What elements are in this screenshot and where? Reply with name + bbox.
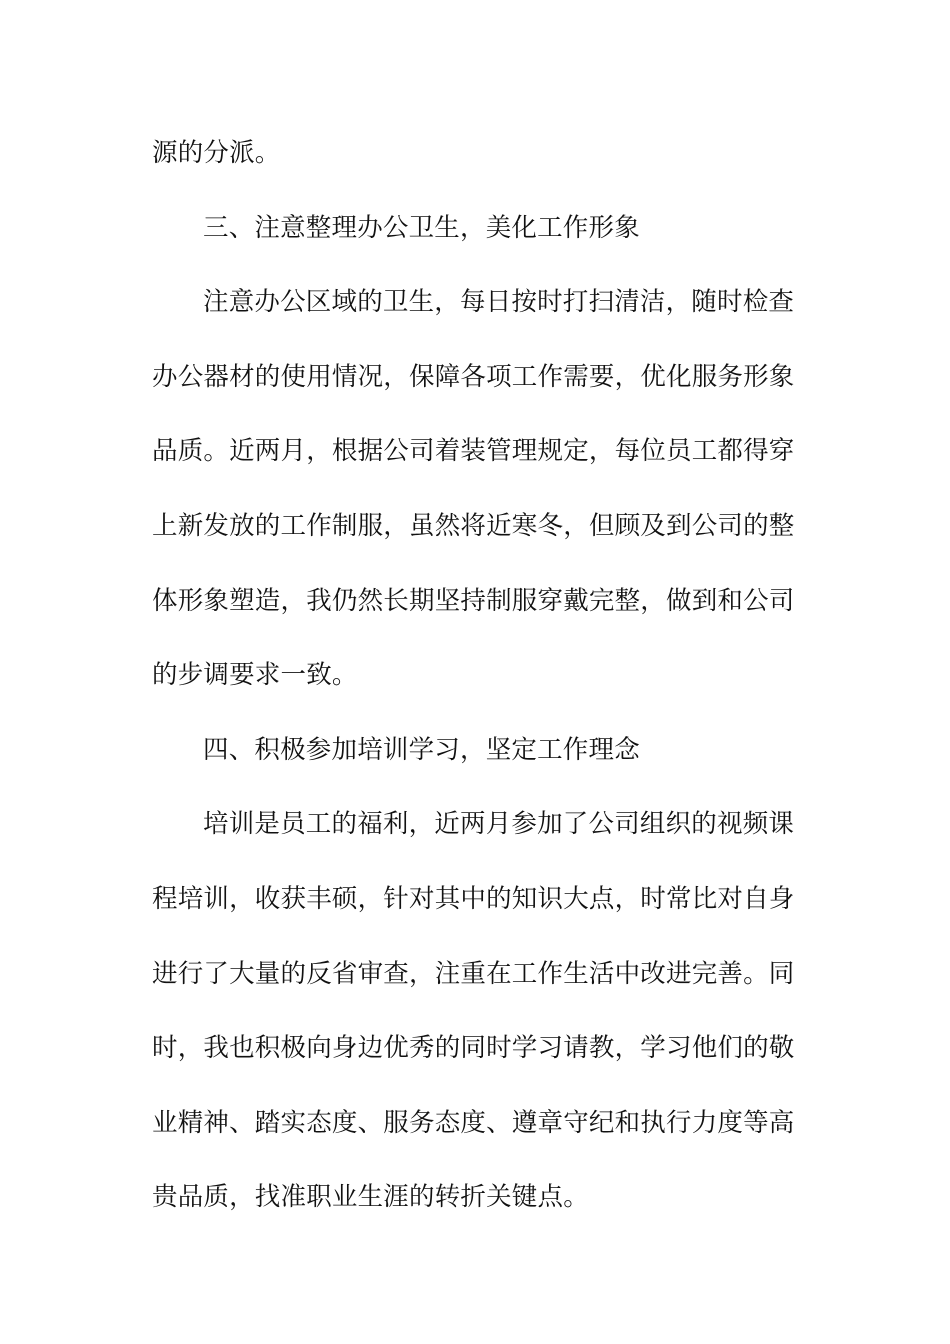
text-line: 的步调要求一致。 <box>152 660 358 691</box>
text-line: 注意办公区域的卫生，每日按时打扫清洁，随时检查 <box>203 287 795 318</box>
text-line: 上新发放的工作制服，虽然将近寒冬，但顾及到公司的整 <box>152 510 795 541</box>
text-line: 程培训，收获丰硕，针对其中的知识大点，时常比对自身 <box>152 883 795 914</box>
text-line: 体形象塑造，我仍然长期坚持制服穿戴完整，做到和公司 <box>152 585 795 616</box>
text-line: 进行了大量的反省审查，注重在工作生活中改进完善。同 <box>152 958 795 989</box>
text-line: 时，我也积极向身边优秀的同时学习请教，学习他们的敬 <box>152 1033 795 1064</box>
text-line: 源的分派。 <box>152 138 281 168</box>
text-line: 品质。近两月，根据公司着装管理规定，每位员工都得穿 <box>152 436 795 467</box>
text-line: 办公器材的使用情况，保障各项工作需要，优化服务形象 <box>152 361 795 392</box>
text-line: 业精神、踏实态度、服务态度、遵章守纪和执行力度等高 <box>152 1107 795 1138</box>
document-body <box>152 128 795 1247</box>
text-line: 贵品质，找准职业生涯的转折关键点。 <box>152 1182 589 1213</box>
section-heading: 四、积极参加培训学习，坚定工作理念 <box>203 734 640 765</box>
section-heading: 三、注意整理办公卫生，美化工作形象 <box>203 212 640 243</box>
text-line: 培训是员工的福利，近两月参加了公司组织的视频课 <box>203 809 795 840</box>
